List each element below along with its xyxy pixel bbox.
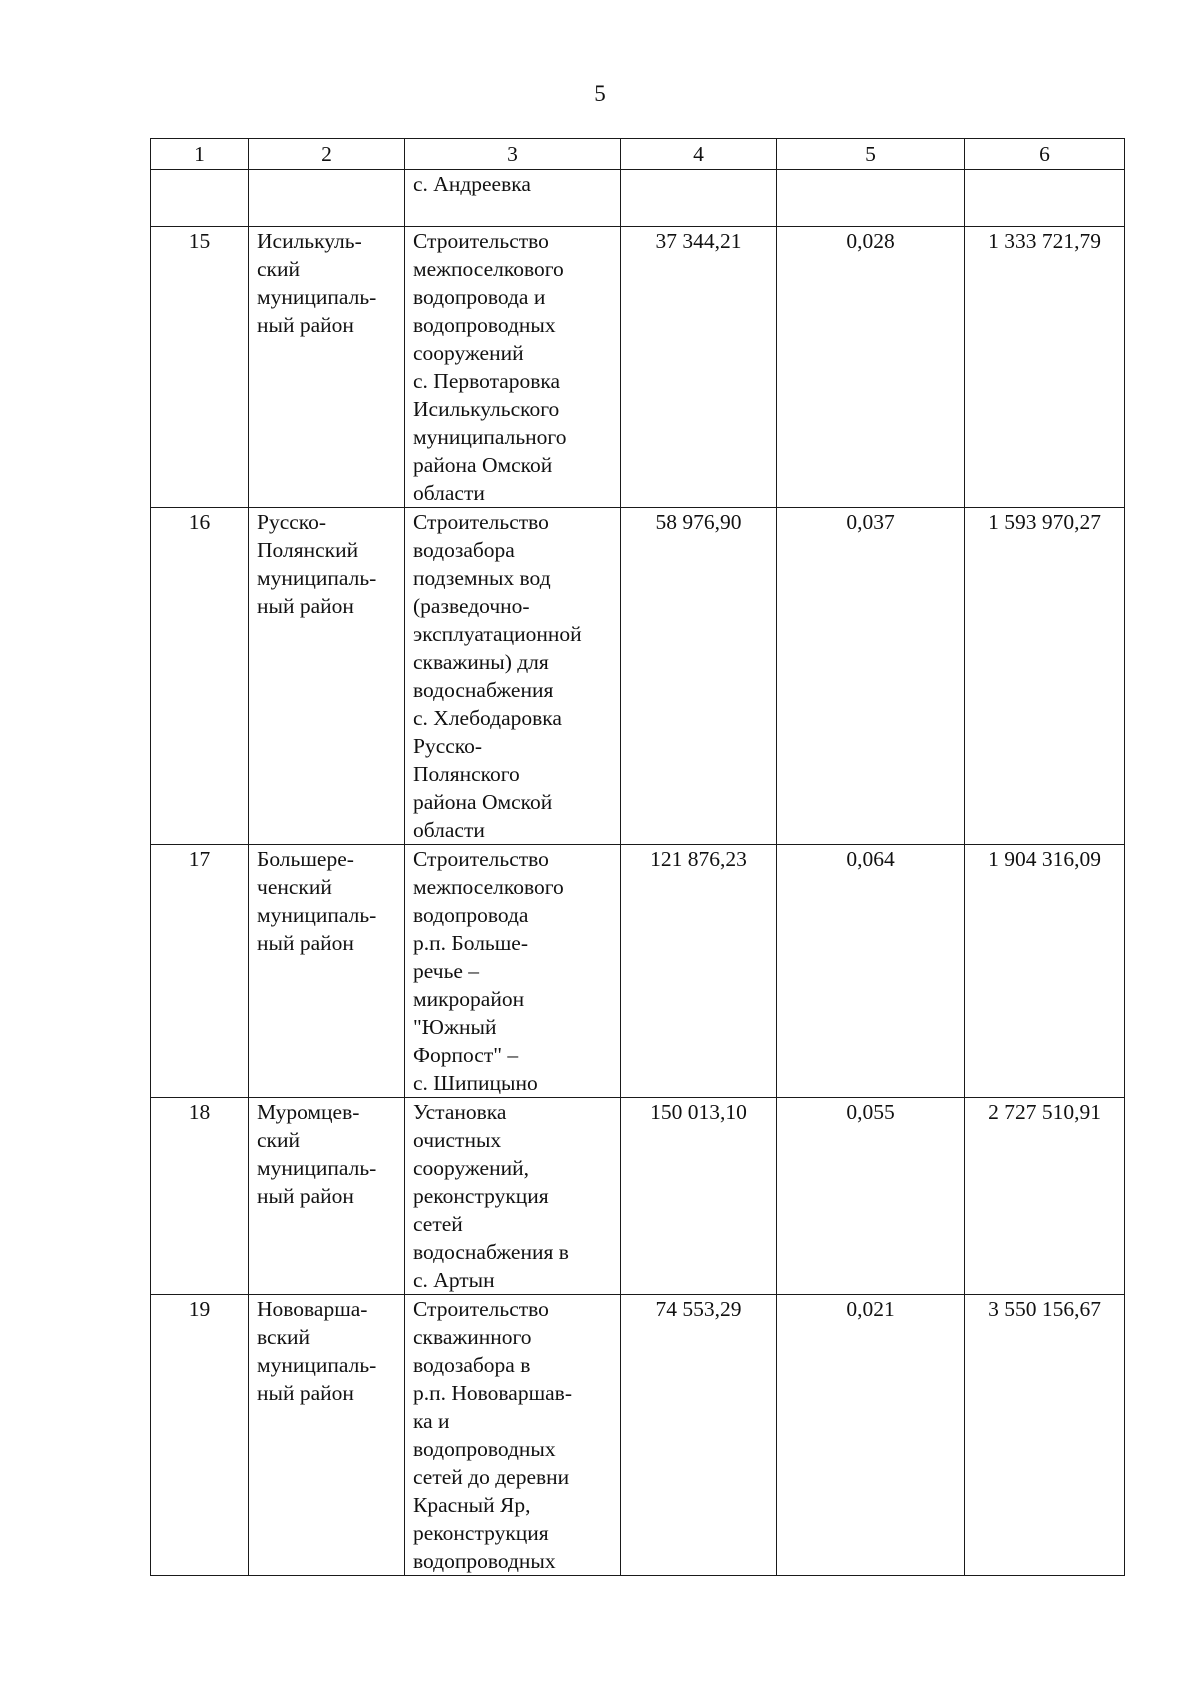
text-line: водопроводных bbox=[413, 1437, 556, 1461]
text-line: области bbox=[413, 818, 485, 842]
column-header: 1 bbox=[151, 139, 249, 170]
table-row bbox=[151, 227, 1125, 508]
text-line: водоснабжения bbox=[413, 678, 554, 702]
cell-district bbox=[249, 1098, 405, 1295]
text-line: скважины) для bbox=[413, 650, 549, 674]
cell-num: 18 bbox=[151, 1098, 249, 1295]
table-row bbox=[151, 1295, 1125, 1576]
text-line: сооружений bbox=[413, 341, 524, 365]
text-line: ный район bbox=[257, 931, 354, 955]
text-line: муниципаль- bbox=[257, 1156, 377, 1180]
cell-col4: 150 013,10 bbox=[621, 1098, 777, 1295]
text-line: водозабора bbox=[413, 538, 515, 562]
column-header: 2 bbox=[249, 139, 405, 170]
text-line: района Омской bbox=[413, 453, 553, 477]
text-line: реконструкция bbox=[413, 1521, 549, 1545]
text-line: Муромцев- bbox=[257, 1100, 360, 1124]
cell-district bbox=[249, 508, 405, 845]
text-line: Строительство bbox=[413, 510, 549, 534]
text-line: с. Хлебодаровка bbox=[413, 706, 562, 730]
text-line: муниципаль- bbox=[257, 566, 377, 590]
cell-col6: 2 727 510,91 bbox=[965, 1098, 1125, 1295]
cell-num: 15 bbox=[151, 227, 249, 508]
table-header-row bbox=[151, 139, 1125, 170]
cell-description bbox=[405, 508, 621, 845]
cell-district bbox=[249, 170, 405, 227]
cell-description bbox=[405, 1295, 621, 1576]
text-line: ный район bbox=[257, 313, 354, 337]
text-line: сетей до деревни bbox=[413, 1465, 570, 1489]
cell-col6: 1 904 316,09 bbox=[965, 845, 1125, 1098]
text-line: с. Шипицыно bbox=[413, 1071, 538, 1095]
column-header: 4 bbox=[621, 139, 777, 170]
cell-col4: 121 876,23 bbox=[621, 845, 777, 1098]
text-line: района Омской bbox=[413, 790, 553, 814]
cell-col6 bbox=[965, 170, 1125, 227]
page-number: 5 bbox=[594, 81, 606, 106]
text-line: водопроводных bbox=[413, 313, 556, 337]
cell-col4: 58 976,90 bbox=[621, 508, 777, 845]
cell-col5: 0,037 bbox=[777, 508, 965, 845]
cell-col6: 1 333 721,79 bbox=[965, 227, 1125, 508]
text-line: межпоселкового bbox=[413, 875, 564, 899]
cell-num: 16 bbox=[151, 508, 249, 845]
table-row-continuation bbox=[151, 170, 1125, 227]
text-line: ный район bbox=[257, 1381, 354, 1405]
column-header: 3 bbox=[405, 139, 621, 170]
text-line: водоснабжения в bbox=[413, 1240, 569, 1264]
cell-col4: 74 553,29 bbox=[621, 1295, 777, 1576]
cell-description bbox=[405, 227, 621, 508]
text-line: реконструкция bbox=[413, 1184, 549, 1208]
text-line: эксплуатационной bbox=[413, 622, 582, 646]
cell-description bbox=[405, 170, 621, 227]
cell-col5 bbox=[777, 170, 965, 227]
text-line: ка и bbox=[413, 1409, 450, 1433]
text-line: Красный Яр, bbox=[413, 1493, 531, 1517]
cell-description bbox=[405, 1098, 621, 1295]
cell-district bbox=[249, 1295, 405, 1576]
text-line: вский bbox=[257, 1325, 311, 1349]
text-line: скважинного bbox=[413, 1325, 532, 1349]
text-line: (разведочно- bbox=[413, 594, 530, 618]
data-table bbox=[150, 138, 1125, 1576]
text-line: ский bbox=[257, 257, 300, 281]
text-line: с. Первотаровка bbox=[413, 369, 561, 393]
text-line: р.п. Больше- bbox=[413, 931, 528, 955]
text-line: водозабора в bbox=[413, 1353, 531, 1377]
text-line: водопровода bbox=[413, 903, 529, 927]
column-header: 5 bbox=[777, 139, 965, 170]
text-line: с. Артын bbox=[413, 1268, 495, 1292]
text-line: очистных bbox=[413, 1128, 502, 1152]
cell-col4: 37 344,21 bbox=[621, 227, 777, 508]
text-line: ченский bbox=[257, 875, 332, 899]
text-line: Большере- bbox=[257, 847, 354, 871]
text-line: ный район bbox=[257, 1184, 354, 1208]
text-line: муниципаль- bbox=[257, 1353, 377, 1377]
cell-district bbox=[249, 845, 405, 1098]
cell-description bbox=[405, 845, 621, 1098]
cell-col5: 0,064 bbox=[777, 845, 965, 1098]
text-line: сетей bbox=[413, 1212, 463, 1236]
table-row bbox=[151, 845, 1125, 1098]
cell-num bbox=[151, 170, 249, 227]
text-line: подземных вод bbox=[413, 566, 551, 590]
table-row bbox=[151, 1098, 1125, 1295]
text-line: Исилькульского bbox=[413, 397, 560, 421]
text-line: муниципаль- bbox=[257, 903, 377, 927]
text-line: Русско- bbox=[257, 510, 327, 534]
text-line: Строительство bbox=[413, 1297, 549, 1321]
text-line: Нововарша- bbox=[257, 1297, 368, 1321]
text-line: сооружений, bbox=[413, 1156, 529, 1180]
text-line: водопровода и bbox=[413, 285, 546, 309]
cell-district bbox=[249, 227, 405, 508]
text-line: муниципаль- bbox=[257, 285, 377, 309]
cell-col5: 0,021 bbox=[777, 1295, 965, 1576]
text-line: Строительство bbox=[413, 229, 549, 253]
text-line: водопроводных bbox=[413, 1549, 556, 1573]
text-line: р.п. Нововаршав- bbox=[413, 1381, 572, 1405]
text-line: с. Андреевка bbox=[413, 172, 531, 196]
cell-col5: 0,055 bbox=[777, 1098, 965, 1295]
text-line: Форпост" – bbox=[413, 1043, 519, 1067]
text-line: Исилькуль- bbox=[257, 229, 362, 253]
cell-col5: 0,028 bbox=[777, 227, 965, 508]
text-line: ский bbox=[257, 1128, 300, 1152]
cell-num: 19 bbox=[151, 1295, 249, 1576]
text-line: Установка bbox=[413, 1100, 507, 1124]
column-header: 6 bbox=[965, 139, 1125, 170]
text-line: ный район bbox=[257, 594, 354, 618]
text-line: Русско- bbox=[413, 734, 483, 758]
text-line: межпоселкового bbox=[413, 257, 564, 281]
cell-col6: 3 550 156,67 bbox=[965, 1295, 1125, 1576]
text-line: Полянский bbox=[257, 538, 359, 562]
cell-col4 bbox=[621, 170, 777, 227]
cell-num: 17 bbox=[151, 845, 249, 1098]
text-line: "Южный bbox=[413, 1015, 497, 1039]
text-line: Полянского bbox=[413, 762, 520, 786]
text-line: микрорайон bbox=[413, 987, 525, 1011]
text-line: Строительство bbox=[413, 847, 549, 871]
cell-col6: 1 593 970,27 bbox=[965, 508, 1125, 845]
table-row bbox=[151, 508, 1125, 845]
text-line: муниципального bbox=[413, 425, 567, 449]
text-line: области bbox=[413, 481, 485, 505]
text-line: речье – bbox=[413, 959, 480, 983]
